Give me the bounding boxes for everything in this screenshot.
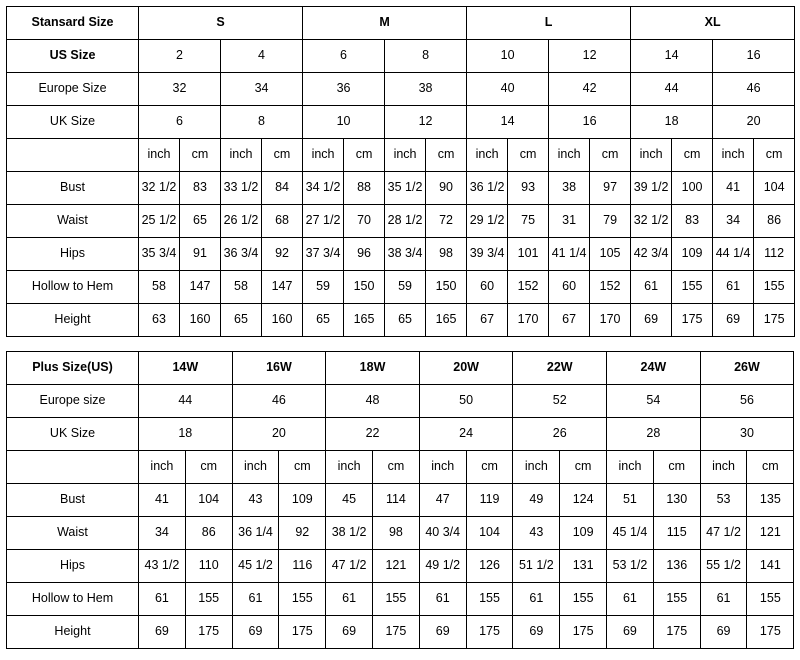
cell: 175 [754,304,795,337]
cell: 69 [232,616,279,649]
cell: 84 [262,172,303,205]
cell: 126 [466,550,513,583]
unit-cell: cm [373,451,420,484]
unit-cell: inch [467,139,508,172]
cell: 61 [631,271,672,304]
cell: 175 [747,616,794,649]
unit-cell: cm [590,139,631,172]
cell: 61 [700,583,747,616]
cell: 24 [419,418,513,451]
table-row [7,418,794,451]
unit-cell: inch [549,139,590,172]
size-group-26w: 26W [700,352,794,385]
row-label-waist: Waist [7,205,139,238]
cell: 150 [426,271,467,304]
cell: 147 [262,271,303,304]
cell: 131 [560,550,607,583]
unit-cell: cm [754,139,795,172]
cell: 26 1/2 [221,205,262,238]
cell: 104 [185,484,232,517]
cell: 36 1/4 [232,517,279,550]
cell: 155 [466,583,513,616]
unit-cell: inch [139,139,180,172]
cell: 69 [607,616,654,649]
cell: 97 [590,172,631,205]
cell: 47 1/2 [326,550,373,583]
cell: 130 [653,484,700,517]
cell: 155 [747,583,794,616]
cell: 170 [590,304,631,337]
cell: 38 3/4 [385,238,426,271]
cell: 65 [221,304,262,337]
cell: 40 3/4 [419,517,466,550]
cell: 59 [303,271,344,304]
cell: 20 [713,106,795,139]
cell: 12 [385,106,467,139]
unit-cell: cm [180,139,221,172]
cell: 35 1/2 [385,172,426,205]
cell: 175 [466,616,513,649]
size-group-14w: 14W [139,352,233,385]
table-row [7,172,795,205]
cell: 175 [653,616,700,649]
unit-cell: cm [653,451,700,484]
cell: 69 [139,616,186,649]
cell: 51 [607,484,654,517]
cell: 170 [508,304,549,337]
cell: 90 [426,172,467,205]
cell: 31 [549,205,590,238]
cell: 69 [631,304,672,337]
row-label-height: Height [7,304,139,337]
cell: 50 [419,385,513,418]
unit-cell: inch [513,451,560,484]
row-label-bust: Bust [7,484,139,517]
table-row [7,304,795,337]
size-group-18w: 18W [326,352,420,385]
cell: 175 [373,616,420,649]
cell: 41 1/4 [549,238,590,271]
unit-cell: inch [631,139,672,172]
cell: 6 [303,40,385,73]
cell: 101 [508,238,549,271]
cell: 68 [262,205,303,238]
cell: 109 [279,484,326,517]
cell: 147 [180,271,221,304]
cell: 49 1/2 [419,550,466,583]
row-label-height: Height [7,616,139,649]
cell: 155 [672,271,713,304]
table-row [7,517,794,550]
cell: 136 [653,550,700,583]
cell: 38 [385,73,467,106]
cell: 83 [180,172,221,205]
cell: 92 [262,238,303,271]
cell: 61 [139,583,186,616]
cell: 69 [713,304,754,337]
cell: 60 [467,271,508,304]
cell: 91 [180,238,221,271]
cell: 175 [279,616,326,649]
cell: 14 [631,40,713,73]
cell: 45 1/4 [607,517,654,550]
cell: 60 [549,271,590,304]
cell: 155 [754,271,795,304]
row-label-uk-size: UK Size [7,418,139,451]
cell: 83 [672,205,713,238]
cell: 30 [700,418,794,451]
unit-cell: cm [185,451,232,484]
cell: 28 1/2 [385,205,426,238]
cell: 34 [139,517,186,550]
cell: 155 [373,583,420,616]
cell: 28 [607,418,701,451]
cell: 25 1/2 [139,205,180,238]
unit-cell: inch [700,451,747,484]
cell: 10 [467,40,549,73]
unit-cell: inch [221,139,262,172]
unit-cell: inch [713,139,754,172]
unit-cell: cm [508,139,549,172]
cell: 37 3/4 [303,238,344,271]
cell: 58 [139,271,180,304]
cell: 22 [326,418,420,451]
standard-size-body [7,7,795,337]
table-row [7,484,794,517]
unit-cell: cm [262,139,303,172]
cell: 160 [262,304,303,337]
cell: 116 [279,550,326,583]
table-row-units [7,139,795,172]
cell: 110 [185,550,232,583]
table-row [7,73,795,106]
cell: 96 [344,238,385,271]
cell: 16 [549,106,631,139]
unit-cell: cm [279,451,326,484]
cell: 43 [513,517,560,550]
row-label-europe-size: Europe size [7,385,139,418]
cell: 8 [221,106,303,139]
cell: 53 [700,484,747,517]
cell: 109 [672,238,713,271]
cell: 150 [344,271,385,304]
cell: 26 [513,418,607,451]
table-row [7,385,794,418]
cell: 67 [549,304,590,337]
cell: 44 [631,73,713,106]
cell: 40 [467,73,549,106]
cell: 93 [508,172,549,205]
row-label-units-empty [7,139,139,172]
cell: 36 [303,73,385,106]
cell: 42 3/4 [631,238,672,271]
cell: 18 [139,418,233,451]
cell: 165 [426,304,467,337]
cell: 54 [607,385,701,418]
cell: 52 [513,385,607,418]
row-label-units-empty [7,451,139,484]
cell: 46 [713,73,795,106]
cell: 56 [700,385,794,418]
unit-cell: cm [344,139,385,172]
cell: 165 [344,304,385,337]
cell: 92 [279,517,326,550]
cell: 86 [185,517,232,550]
cell: 34 [713,205,754,238]
cell: 47 1/2 [700,517,747,550]
cell: 4 [221,40,303,73]
plus-header-label: Plus Size(US) [7,352,139,385]
cell: 61 [419,583,466,616]
size-group-xl: XL [631,7,795,40]
unit-cell: inch [607,451,654,484]
cell: 27 1/2 [303,205,344,238]
cell: 61 [713,271,754,304]
cell: 55 1/2 [700,550,747,583]
cell: 32 1/2 [139,172,180,205]
cell: 33 1/2 [221,172,262,205]
table-row [7,40,795,73]
cell: 53 1/2 [607,550,654,583]
cell: 98 [426,238,467,271]
cell: 61 [607,583,654,616]
cell: 141 [747,550,794,583]
cell: 69 [513,616,560,649]
unit-cell: inch [139,451,186,484]
size-group-24w: 24W [607,352,701,385]
standard-size-table [6,6,795,337]
row-label-hips: Hips [7,550,139,583]
cell: 6 [139,106,221,139]
cell: 115 [653,517,700,550]
cell: 39 3/4 [467,238,508,271]
table-row [7,205,795,238]
table-row [7,583,794,616]
cell: 88 [344,172,385,205]
unit-cell: inch [419,451,466,484]
row-label-uk-size: UK Size [7,106,139,139]
cell: 61 [232,583,279,616]
cell: 18 [631,106,713,139]
table-separator [6,337,794,351]
cell: 43 [232,484,279,517]
table-row [7,550,794,583]
cell: 39 1/2 [631,172,672,205]
cell: 98 [373,517,420,550]
cell: 65 [180,205,221,238]
row-label-us-size: US Size [7,40,139,73]
row-label-hollow-to-hem: Hollow to Hem [7,583,139,616]
cell: 152 [590,271,631,304]
cell: 119 [466,484,513,517]
size-group-m: M [303,7,467,40]
cell: 29 1/2 [467,205,508,238]
cell: 160 [180,304,221,337]
cell: 121 [747,517,794,550]
cell: 36 3/4 [221,238,262,271]
cell: 69 [700,616,747,649]
cell: 14 [467,106,549,139]
cell: 105 [590,238,631,271]
cell: 72 [426,205,467,238]
cell: 63 [139,304,180,337]
cell: 43 1/2 [139,550,186,583]
cell: 67 [467,304,508,337]
cell: 35 3/4 [139,238,180,271]
cell: 65 [385,304,426,337]
cell: 104 [466,517,513,550]
cell: 48 [326,385,420,418]
table-row [7,238,795,271]
standard-header-label: Stansard Size [7,7,139,40]
cell: 75 [508,205,549,238]
cell: 175 [672,304,713,337]
cell: 20 [232,418,326,451]
cell: 41 [713,172,754,205]
cell: 175 [185,616,232,649]
table-row [7,271,795,304]
row-label-waist: Waist [7,517,139,550]
unit-cell: cm [426,139,467,172]
cell: 12 [549,40,631,73]
size-group-16w: 16W [232,352,326,385]
cell: 121 [373,550,420,583]
cell: 69 [326,616,373,649]
cell: 34 1/2 [303,172,344,205]
cell: 38 1/2 [326,517,373,550]
cell: 36 1/2 [467,172,508,205]
cell: 45 [326,484,373,517]
plus-size-body [7,352,794,649]
plus-size-table [6,351,794,649]
unit-cell: inch [303,139,344,172]
cell: 44 [139,385,233,418]
table-row-header [7,7,795,40]
cell: 152 [508,271,549,304]
unit-cell: inch [385,139,426,172]
cell: 44 1/4 [713,238,754,271]
cell: 16 [713,40,795,73]
cell: 32 [139,73,221,106]
cell: 51 1/2 [513,550,560,583]
cell: 59 [385,271,426,304]
cell: 112 [754,238,795,271]
size-group-20w: 20W [419,352,513,385]
cell: 175 [560,616,607,649]
table-row-header [7,352,794,385]
cell: 47 [419,484,466,517]
cell: 10 [303,106,385,139]
cell: 32 1/2 [631,205,672,238]
unit-cell: inch [232,451,279,484]
cell: 79 [590,205,631,238]
unit-cell: cm [747,451,794,484]
row-label-hips: Hips [7,238,139,271]
cell: 86 [754,205,795,238]
row-label-hollow-to-hem: Hollow to Hem [7,271,139,304]
cell: 124 [560,484,607,517]
cell: 45 1/2 [232,550,279,583]
cell: 34 [221,73,303,106]
cell: 65 [303,304,344,337]
size-group-l: L [467,7,631,40]
cell: 38 [549,172,590,205]
cell: 70 [344,205,385,238]
unit-cell: inch [326,451,373,484]
size-group-22w: 22W [513,352,607,385]
cell: 155 [560,583,607,616]
cell: 41 [139,484,186,517]
cell: 49 [513,484,560,517]
cell: 155 [653,583,700,616]
table-row [7,616,794,649]
cell: 2 [139,40,221,73]
cell: 61 [326,583,373,616]
row-label-europe-size: Europe Size [7,73,139,106]
cell: 42 [549,73,631,106]
unit-cell: cm [466,451,513,484]
cell: 58 [221,271,262,304]
cell: 104 [754,172,795,205]
cell: 61 [513,583,560,616]
cell: 100 [672,172,713,205]
cell: 46 [232,385,326,418]
table-row-units [7,451,794,484]
cell: 155 [185,583,232,616]
cell: 155 [279,583,326,616]
unit-cell: cm [560,451,607,484]
unit-cell: cm [672,139,713,172]
cell: 114 [373,484,420,517]
table-row [7,106,795,139]
cell: 109 [560,517,607,550]
row-label-bust: Bust [7,172,139,205]
cell: 69 [419,616,466,649]
cell: 135 [747,484,794,517]
size-group-s: S [139,7,303,40]
cell: 8 [385,40,467,73]
